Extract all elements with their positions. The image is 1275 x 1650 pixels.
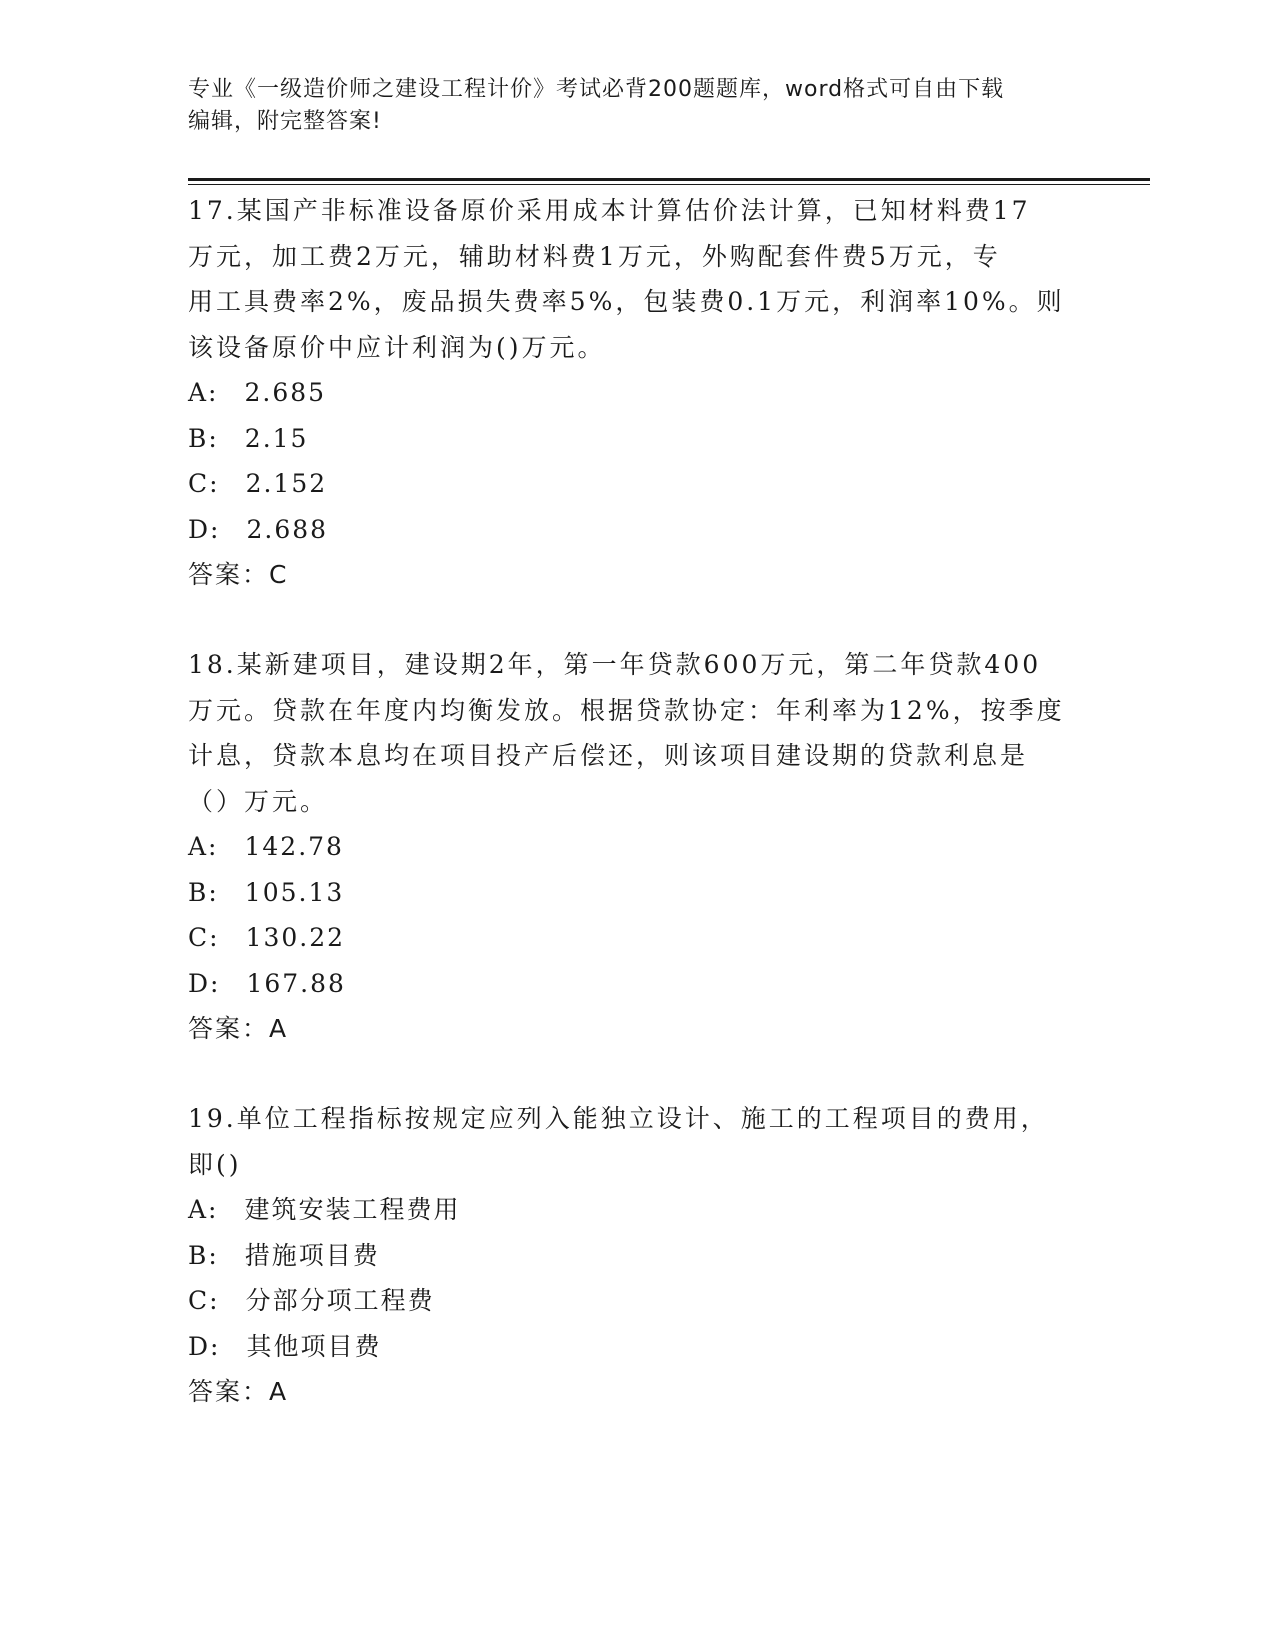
header-line-1: 专业《一级造价师之建设工程计价》考试必背200题题库，word格式可自由下载 [188, 77, 1005, 102]
option-text: 2.15 [244, 423, 309, 453]
question-stem-line: 即() [188, 1149, 242, 1179]
option-letter: B: [188, 1240, 219, 1270]
header-divider-thin [188, 184, 1150, 185]
answer-line: 答案：A [188, 1014, 289, 1043]
option-text: 2.688 [246, 514, 329, 544]
question-17 [188, 188, 1088, 598]
question-stem-line: 17.某国产非标准设备原价采用成本计算估价法计算，已知材料费17 [188, 196, 1031, 225]
header-line-2: 编辑，附完整答案! [188, 109, 382, 134]
option-b [188, 870, 1088, 916]
option-text: 分部分项工程费 [245, 1286, 435, 1315]
option-a [188, 824, 1088, 870]
option-letter: D: [188, 514, 221, 544]
option-text: 2.152 [245, 469, 328, 498]
option-letter: A: [188, 378, 219, 407]
option-letter: B: [188, 423, 219, 453]
question-stem-line: 万元，加工费2万元，辅助材料费1万元，外购配套件费5万元，专 [188, 241, 1001, 271]
option-b [188, 1233, 1088, 1279]
question-stem-line: 用工具费率2%，废品损失费率5%，包装费0.1万元，利润率10%。则 [188, 287, 1065, 316]
option-a [188, 1187, 1088, 1233]
option-text: 130.22 [245, 923, 346, 952]
question-stem-line: 计息，贷款本息均在项目投产后偿还，则该项目建设期的贷款利息是 [188, 741, 1029, 770]
option-d [188, 1324, 1088, 1370]
option-c [188, 461, 1088, 507]
option-text: 建筑安装工程费用 [244, 1195, 461, 1224]
option-d [188, 507, 1088, 553]
question-stem-line: 19.单位工程指标按规定应列入能独立设计、施工的工程项目的费用， [188, 1104, 1049, 1133]
answer-line: 答案：C [188, 560, 289, 589]
option-letter: B: [188, 877, 219, 907]
option-text: 142.78 [244, 832, 344, 861]
option-a [188, 370, 1088, 416]
header-divider-thick [188, 178, 1150, 181]
question-stem-line: 万元。贷款在年度内均衡发放。根据贷款协定：年利率为12%，按季度 [188, 695, 1065, 725]
option-text: 其他项目费 [246, 1331, 382, 1361]
option-letter: C: [188, 469, 220, 498]
question-18 [188, 642, 1088, 1052]
option-letter: C: [188, 923, 220, 952]
question-stem-line: （）万元。 [188, 786, 329, 816]
option-letter: D: [188, 1331, 221, 1361]
option-text: 167.88 [246, 968, 346, 998]
option-letter: A: [188, 1195, 219, 1224]
question-stem-line: 该设备原价中应计利润为()万元。 [188, 332, 606, 362]
option-c [188, 915, 1088, 961]
option-c [188, 1278, 1088, 1324]
document-header [188, 74, 1068, 138]
option-letter: C: [188, 1286, 220, 1315]
question-stem-line: 18.某新建项目，建设期2年，第一年贷款600万元，第二年贷款400 [188, 650, 1042, 679]
option-text: 措施项目费 [244, 1240, 380, 1270]
answer-line: 答案：A [188, 1377, 289, 1406]
option-text: 105.13 [244, 877, 345, 907]
question-19 [188, 1096, 1088, 1415]
option-letter: D: [188, 968, 221, 998]
option-text: 2.685 [244, 378, 327, 407]
option-letter: A: [188, 832, 219, 861]
option-d [188, 961, 1088, 1007]
option-b [188, 416, 1088, 462]
